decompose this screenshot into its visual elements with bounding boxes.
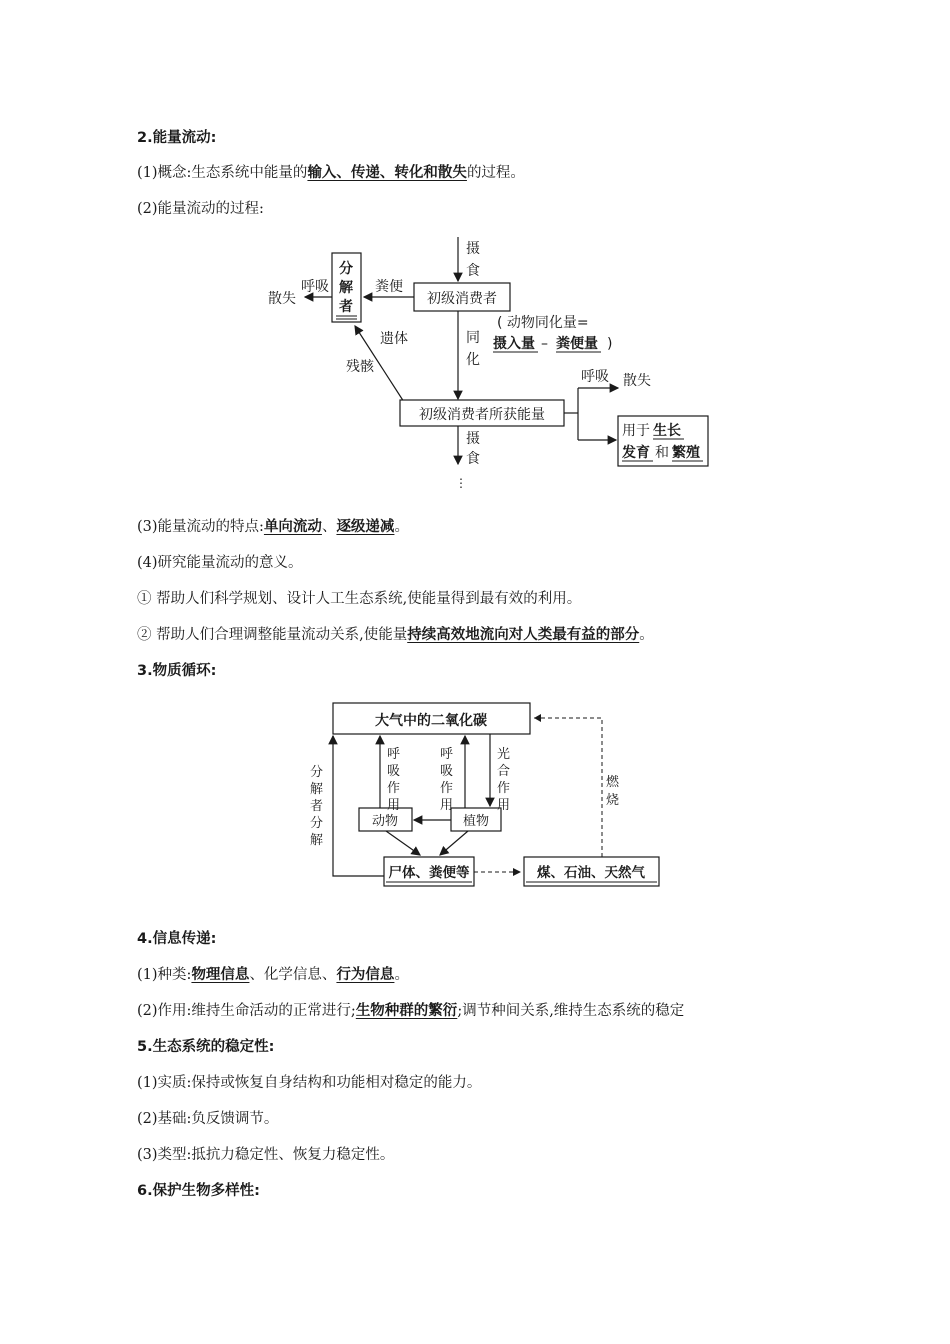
c-decomp-4: 分 — [310, 816, 324, 831]
s4-role-key: 生物种群的繁衍 — [355, 1002, 458, 1019]
e-respiration: 呼吸 — [301, 279, 329, 295]
e-use-b: 发育 — [622, 445, 650, 461]
c-resp2-1: 呼 — [440, 747, 454, 762]
e-use-a: 生长 — [653, 423, 681, 439]
c-co2: 大气中的二氧化碳 — [375, 713, 487, 729]
s2-sig2-key: 持续高效地流向对人类最有益的部分 — [407, 626, 640, 643]
s4-types-b: 行为信息 — [336, 966, 395, 983]
s2-features-post: 。 — [394, 519, 409, 535]
c-decomp-2: 解 — [310, 782, 324, 797]
e-ellipsis: ⋮ — [455, 476, 467, 490]
s4-types-post: 。 — [394, 967, 409, 983]
s2-significance-1: ① 帮助人们科学规划、设计人工生态系统,使能量得到最有效的利用。 — [137, 591, 582, 607]
s2-features-a: 单向流动 — [263, 518, 322, 535]
section-4-heading: 4.信息传递: — [137, 931, 217, 947]
s2-features-pre: (3)能量流动的特点: — [137, 519, 264, 535]
s4-types — [137, 965, 409, 985]
c-photo-1: 光 — [497, 747, 511, 762]
c-photo-4: 用 — [497, 798, 511, 813]
c-decomp-5: 解 — [310, 833, 324, 848]
s2-sig2-pre: ② 帮助人们合理调整能量流动关系,使能量 — [137, 627, 408, 643]
c-burn-2: 烧 — [606, 793, 620, 808]
e-decomp-3: 者 — [339, 299, 353, 315]
section-3-heading: 3.物质循环: — [137, 663, 217, 679]
s2-concept-pre: (1)概念:生态系统中能量的 — [137, 165, 308, 181]
e-formula-post: ) — [607, 336, 613, 352]
e-decomp-1: 分 — [339, 261, 353, 277]
energy-flow-diagram — [0, 0, 950, 500]
s4-types-a: 物理信息 — [191, 966, 250, 983]
c-resp2-3: 作 — [440, 781, 454, 796]
e-respiration2: 呼吸 — [581, 369, 609, 385]
c-photo-3: 作 — [497, 781, 511, 796]
s2-concept-post: 的过程。 — [466, 165, 525, 181]
e-intake2-1: 摄 — [466, 431, 480, 447]
e-consumer: 初级消费者 — [427, 291, 497, 307]
e-formula-minus: – — [541, 336, 548, 352]
e-assim-1: 同 — [466, 330, 480, 346]
c-animal: 动物 — [371, 814, 399, 829]
s2-significance: (4)研究能量流动的意义。 — [137, 555, 303, 571]
c-photo-2: 合 — [497, 764, 511, 779]
c-remains: 尸体、粪便等 — [388, 865, 470, 881]
carbon-cycle-diagram — [0, 690, 950, 900]
e-obtained: 初级消费者所获能量 — [419, 407, 545, 423]
s2-features — [137, 517, 409, 537]
s5-types: (3)类型:抵抗力稳定性、恢复力稳定性。 — [137, 1147, 395, 1163]
c-resp2-4: 用 — [440, 798, 454, 813]
e-use-pre: 用于 — [622, 423, 650, 439]
s2-sig2-post: 。 — [639, 627, 654, 643]
s2-significance-2 — [137, 625, 654, 645]
e-lost2: 散失 — [623, 373, 651, 389]
e-formula-pre: ( 动物同化量= — [497, 315, 589, 331]
c-decomp-3: 者 — [310, 799, 324, 814]
e-use-and: 和 — [655, 445, 669, 461]
c-resp1-2: 吸 — [387, 764, 401, 779]
e-assim-2: 化 — [466, 352, 480, 368]
s2-features-b: 逐级递减 — [336, 518, 395, 535]
c-fossil: 煤、石油、天然气 — [537, 865, 645, 881]
s2-process-label: (2)能量流动的过程: — [137, 201, 264, 217]
section-5-heading: 5.生态系统的稳定性: — [137, 1039, 275, 1055]
e-use-c: 繁殖 — [672, 445, 700, 461]
c-decomp-1: 分 — [310, 765, 324, 780]
c-resp1-3: 作 — [387, 781, 401, 796]
e-intake-1: 摄 — [466, 241, 480, 257]
e-remains: 遗体 — [380, 331, 408, 347]
s2-concept-key: 输入、传递、转化和散失 — [307, 164, 467, 181]
c-resp1-4: 用 — [387, 798, 401, 813]
e-intake-2: 食 — [466, 263, 480, 279]
e-decomp-2: 解 — [339, 280, 353, 296]
s4-types-pre: (1)种类: — [137, 967, 192, 983]
c-resp2-2: 吸 — [440, 764, 454, 779]
s2-features-sep: 、 — [321, 519, 337, 535]
e-debris: 残骸 — [346, 359, 374, 375]
s4-types-mid: 、化学信息、 — [249, 967, 337, 983]
s5-basis: (2)基础:负反馈调节。 — [137, 1111, 279, 1127]
s4-role — [137, 1001, 684, 1021]
e-feces: 粪便 — [375, 279, 403, 295]
e-formula-b: 粪便量 — [556, 336, 598, 352]
s4-role-post: ;调节种间关系,维持生态系统的稳定 — [457, 1003, 685, 1019]
e-formula-a: 摄入量 — [493, 336, 535, 352]
s5-essence: (1)实质:保持或恢复自身结构和功能相对稳定的能力。 — [137, 1075, 482, 1091]
c-plant: 植物 — [462, 814, 490, 829]
section-6-heading: 6.保护生物多样性: — [137, 1183, 260, 1199]
c-resp1-1: 呼 — [387, 747, 401, 762]
section-2-heading: 2.能量流动: — [137, 130, 217, 146]
c-burn-1: 燃 — [606, 775, 620, 790]
s4-role-pre: (2)作用:维持生命活动的正常进行; — [137, 1003, 356, 1019]
e-lost: 散失 — [268, 291, 296, 307]
e-intake2-2: 食 — [466, 451, 480, 467]
